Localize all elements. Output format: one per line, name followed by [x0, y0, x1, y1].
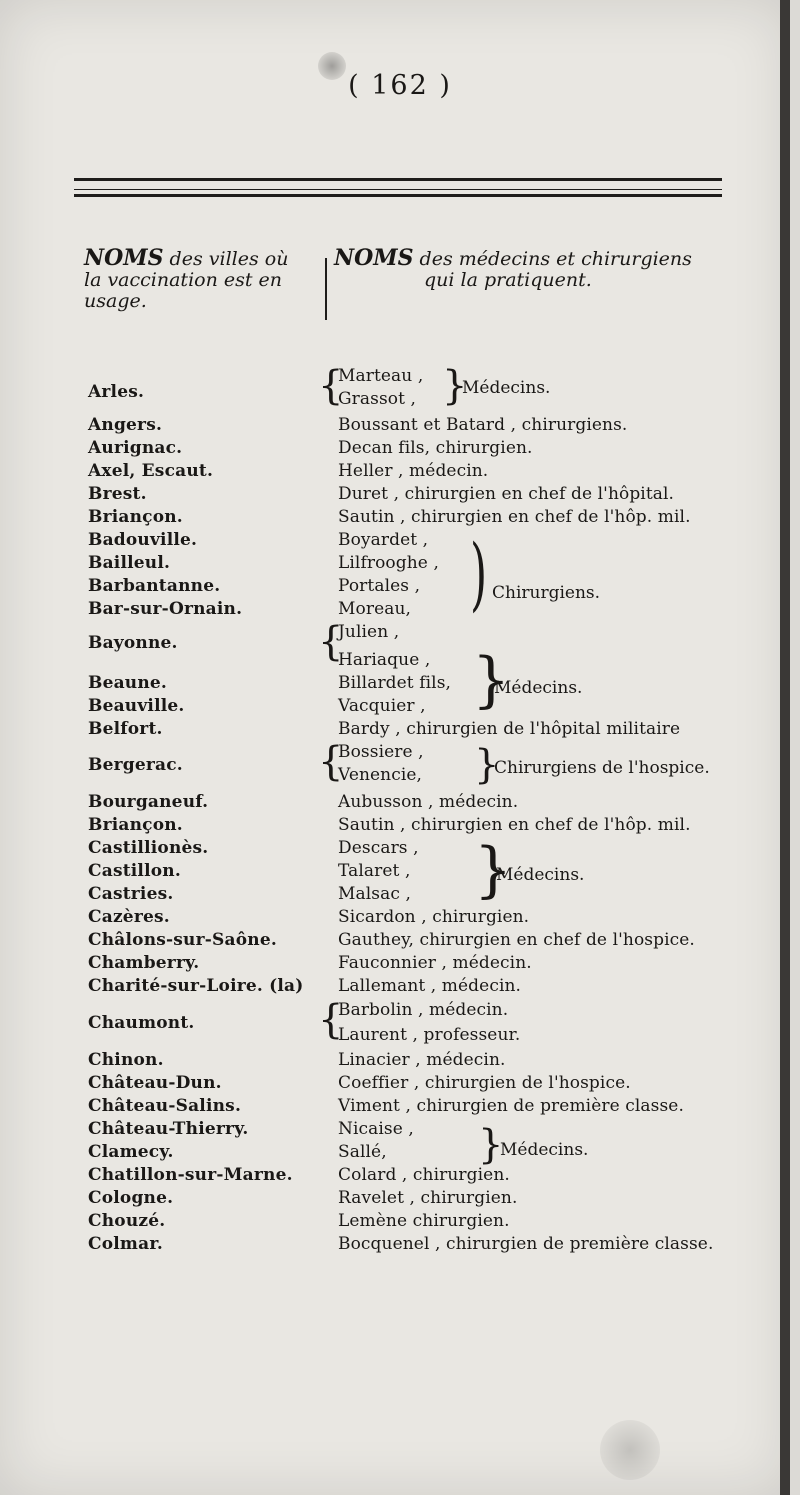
page-edge [780, 0, 790, 1495]
doctor-entry: Sautin , chirurgien en chef de l'hôp. mil. [338, 507, 691, 527]
doctor-entry: Ravelet , chirurgien. [338, 1188, 518, 1208]
doctor-entry: Sicardon , chirurgien. [338, 907, 530, 927]
right-brace: } [442, 363, 468, 409]
header-text: qui la pratiquent. [424, 269, 592, 291]
column-header-doctors [334, 245, 734, 291]
doctor-entry: Fauconnier , médecin. [338, 953, 532, 973]
doctor-entry: Descars , [338, 838, 419, 858]
doctor-entry: Sautin , chirurgien en chef de l'hôp. mil. [338, 815, 691, 835]
doctor-entry: Lallemant , médecin. [338, 976, 522, 996]
ink-smudge [600, 1420, 660, 1480]
city-name: Bayonne. [88, 633, 178, 653]
city-name: Chouzé. [88, 1211, 166, 1231]
right-brace: } [472, 645, 511, 715]
doctor-entry: Sallé, [338, 1142, 387, 1162]
header-rule [74, 189, 722, 190]
city-name: Bailleul. [88, 553, 171, 573]
doctor-entry: Portales , [338, 576, 421, 596]
doctor-entry: Viment , chirurgien de première classe. [338, 1096, 684, 1116]
doctor-entry: Lemène chirurgien. [338, 1211, 510, 1231]
right-brace: } [474, 742, 500, 788]
page-number: ( 162 ) [348, 70, 452, 101]
city-name: Axel, Escaut. [88, 461, 214, 481]
city-name: Arles. [88, 382, 145, 402]
city-name: Beauville. [88, 696, 185, 716]
city-name: Chaumont. [88, 1013, 195, 1033]
group-label: Médecins. [496, 865, 585, 885]
group-label: Médecins. [500, 1140, 589, 1160]
doctor-entry: Boussant et Batard , chirurgiens. [338, 415, 628, 435]
city-name: Castillon. [88, 861, 181, 881]
city-name: Cologne. [88, 1188, 174, 1208]
city-name: Angers. [88, 415, 163, 435]
header-text: la vaccination est en [84, 269, 283, 291]
group-label: Chirurgiens de l'hospice. [494, 758, 710, 778]
city-name: Charité-sur-Loire. (la) [88, 976, 304, 996]
city-name: Badouville. [88, 530, 198, 550]
doctor-entry: Hariaque , [338, 650, 431, 670]
header-text: des villes où [163, 248, 289, 270]
left-brace: { [318, 739, 344, 785]
right-brace: ) [470, 527, 488, 620]
doctor-entry: Moreau, [338, 599, 412, 619]
header-text: usage. [84, 290, 147, 312]
city-name: Beaune. [88, 673, 168, 693]
city-name: Briançon. [88, 507, 183, 527]
column-separator [325, 258, 327, 320]
group-label: Médecins. [494, 678, 583, 698]
city-name: Brest. [88, 484, 147, 504]
doctor-entry: Julien , [338, 622, 400, 642]
city-name: Château-Dun. [88, 1073, 222, 1093]
doctor-entry: Duret , chirurgien en chef de l'hôpital. [338, 484, 675, 504]
right-brace: } [478, 1122, 504, 1168]
city-name: Aurignac. [88, 438, 183, 458]
doctor-entry: Bossiere , [338, 742, 424, 762]
city-name: Castries. [88, 884, 174, 904]
doctor-entry: Gauthey, chirurgien en chef de l'hospice. [338, 930, 695, 950]
city-name: Châlons-sur-Saône. [88, 930, 277, 950]
column-header-cities [84, 245, 320, 312]
doctor-entry: Vacquier , [338, 696, 426, 716]
city-name: Castillionès. [88, 838, 209, 858]
doctor-entry: Decan fils, chirurgien. [338, 438, 533, 458]
left-brace: { [318, 997, 344, 1043]
city-name: Bar-sur-Ornain. [88, 599, 243, 619]
doctor-entry: Heller , médecin. [338, 461, 489, 481]
header-rule [74, 178, 722, 181]
doctor-entry: Barbolin , médecin. [338, 1000, 509, 1020]
header-rule [74, 194, 722, 197]
city-name: Belfort. [88, 719, 163, 739]
doctor-entry: Linacier , médecin. [338, 1050, 506, 1070]
doctor-entry: Lilfrooghe , [338, 553, 439, 573]
city-name: Barbantanne. [88, 576, 221, 596]
doctor-entry: Billardet fils, [338, 673, 452, 693]
left-brace: { [318, 363, 344, 409]
group-label: Médecins. [462, 378, 551, 398]
header-noms: NOMS [84, 245, 164, 271]
city-name: Clamecy. [88, 1142, 174, 1162]
doctor-entry: Grassot , [338, 389, 417, 409]
city-name: Château-Thierry. [88, 1119, 249, 1139]
right-brace: } [474, 835, 513, 905]
city-name: Cazères. [88, 907, 170, 927]
doctor-entry: Colard , chirurgien. [338, 1165, 510, 1185]
doctor-entry: Venencie, [338, 765, 423, 785]
group-label: Chirurgiens. [492, 583, 601, 603]
doctor-entry: Marteau , [338, 366, 424, 386]
city-name: Chatillon-sur-Marne. [88, 1165, 293, 1185]
doctor-entry: Coeffier , chirurgien de l'hospice. [338, 1073, 631, 1093]
doctor-entry: Aubusson , médecin. [338, 792, 519, 812]
city-name: Bourganeuf. [88, 792, 209, 812]
doctor-entry: Bardy , chirurgien de l'hôpital militaire [338, 719, 681, 739]
city-name: Bergerac. [88, 755, 183, 775]
doctor-entry: Laurent , professeur. [338, 1025, 521, 1045]
doctor-entry: Malsac , [338, 884, 411, 904]
city-name: Chamberry. [88, 953, 200, 973]
doctor-entry: Boyardet , [338, 530, 429, 550]
city-name: Colmar. [88, 1234, 164, 1254]
left-brace: { [318, 619, 344, 665]
city-name: Briançon. [88, 815, 183, 835]
doctor-entry: Talaret , [338, 861, 411, 881]
city-name: Château-Salins. [88, 1096, 242, 1116]
city-name: Chinon. [88, 1050, 164, 1070]
header-text: des médecins et chirurgiens [413, 248, 692, 270]
header-noms: NOMS [334, 245, 414, 271]
doctor-entry: Nicaise , [338, 1119, 414, 1139]
doctor-entry: Bocquenel , chirurgien de première classe. [338, 1234, 714, 1254]
